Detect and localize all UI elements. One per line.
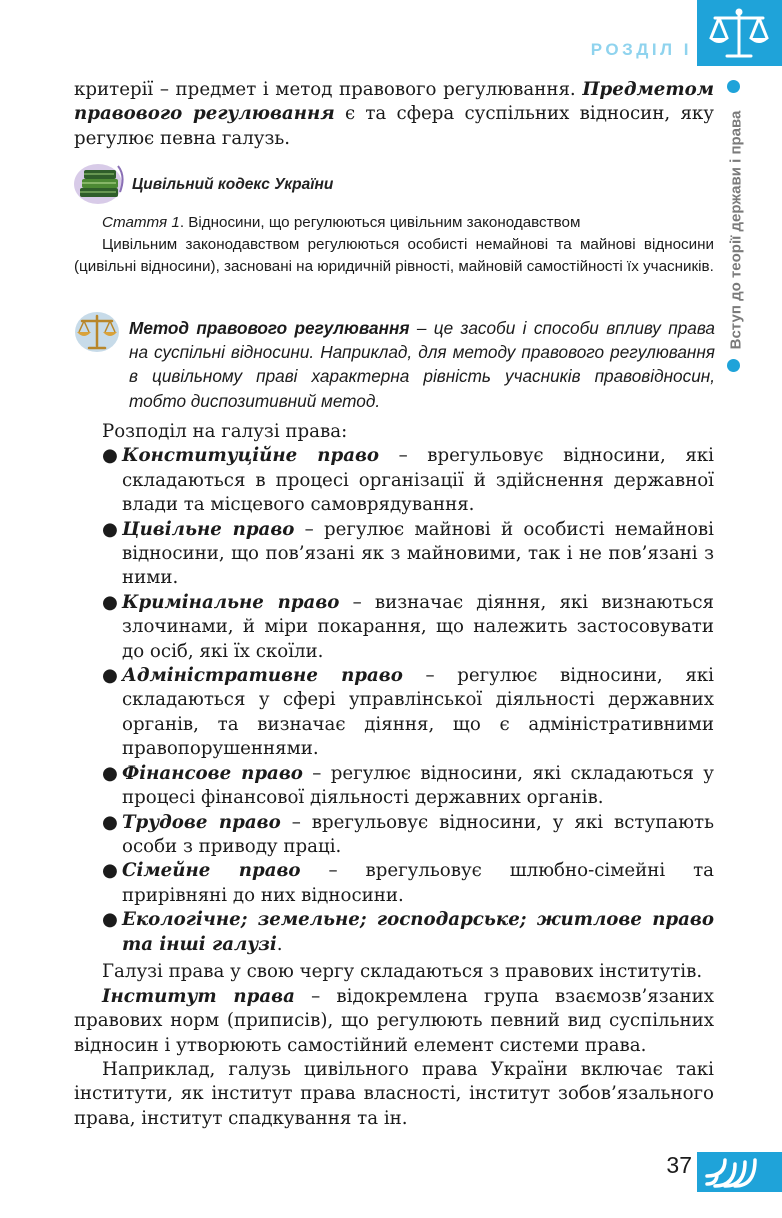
list-item bbox=[102, 762, 714, 811]
branch-description: – регулює майнові й особисті немайнові відносини, що пов’язані як з майновими, так і не пов’язані з ними. bbox=[122, 518, 714, 589]
branch-description: – врегульовує шлюбно-сімейні та прирівняні до них відносини. bbox=[122, 860, 715, 906]
signal-waves-icon bbox=[703, 1156, 763, 1188]
method-text: – це засоби і способи впливу права на суспільні відносини. Наприклад, для методу правового регулювання в цивільному праві характерна рівність учасників правовідносин, тобто диспозитивний метод. bbox=[129, 318, 715, 411]
codex-article-heading bbox=[74, 212, 714, 234]
branch-description: – регулює відносини, які складаються у процесі фінансової діяльності державних органів. bbox=[122, 762, 714, 809]
closing-paragraph-3: Наприклад, галузь цивільного права України включає такі інститути, як інститут права власності, інститут зобов’язального права, інститут спадкування та ін. bbox=[74, 1059, 714, 1129]
side-dot-top bbox=[727, 80, 740, 93]
institute-text: – відокремлена група взаємозв’язаних правових норм (приписів), що регулюють певний вид суспільних відносин і утворюють самостійний елемент системи права. bbox=[74, 986, 714, 1056]
list-item bbox=[102, 591, 714, 664]
method-definition bbox=[129, 316, 715, 413]
bullet-icon: ● bbox=[102, 762, 118, 784]
list-item bbox=[102, 518, 714, 591]
institute-term: Інститут права bbox=[102, 986, 295, 1007]
side-band-title: Вступ до теорії держави і права bbox=[727, 110, 745, 350]
list-item bbox=[102, 664, 714, 762]
branch-term: Кримінальне право bbox=[122, 591, 340, 613]
branch-term: Трудове право bbox=[122, 811, 281, 833]
branch-description: – врегульовує відносини, у які вступають особи з приводу праці. bbox=[122, 811, 714, 857]
list-item bbox=[102, 811, 714, 860]
branch-term: Сімейне право bbox=[122, 860, 301, 882]
branch-term: Цивільне право bbox=[122, 518, 295, 540]
branch-term: Фінансове право bbox=[122, 762, 303, 784]
closing-paragraph-2 bbox=[74, 985, 714, 1058]
codex-title: Цивільний кодекс України bbox=[132, 176, 334, 193]
header-badge bbox=[697, 0, 782, 66]
intro-term: Предметом правового регулювання bbox=[74, 79, 714, 125]
list-item bbox=[102, 444, 714, 517]
footer-badge bbox=[697, 1152, 782, 1192]
bullet-icon: ● bbox=[102, 518, 118, 540]
branch-term: Екологічне; земельне; господарське; житлове право та інші галузі bbox=[122, 909, 714, 955]
closing-paragraph-1: Галузі права у свою чергу складаються з правових інститутів. bbox=[102, 961, 703, 982]
branches-list bbox=[102, 420, 714, 957]
branch-description: . bbox=[276, 933, 283, 955]
intro-text-2: є та сфера суспільних відносин, яку регулює певна галузь. bbox=[74, 103, 714, 149]
bullet-icon: ● bbox=[102, 909, 118, 931]
list-item bbox=[102, 908, 714, 957]
intro-text-1: критерії – предмет і метод правового регулювання. bbox=[74, 79, 583, 100]
bullet-icon: ● bbox=[102, 445, 118, 467]
codex-excerpt bbox=[74, 212, 714, 279]
branch-description: – регулює відносини, які складаються у сфері управлінської діяльності державних органів, та визначає діяння, що є адміністративними правопорушеннями. bbox=[122, 665, 714, 760]
scales-icon bbox=[74, 310, 120, 358]
branches-intro: Розподіл на галузі права: bbox=[102, 421, 348, 442]
bullet-icon: ● bbox=[102, 591, 118, 613]
list-item bbox=[102, 859, 714, 908]
method-term: Метод правового регулювання bbox=[129, 318, 410, 338]
bullet-icon: ● bbox=[102, 665, 118, 687]
bullet-icon: ● bbox=[102, 811, 118, 833]
section-label: РОЗДІЛ І bbox=[590, 40, 692, 59]
scales-icon bbox=[705, 6, 773, 62]
books-icon bbox=[74, 162, 126, 210]
branch-term: Адміністративне право bbox=[122, 665, 403, 687]
codex-article-body: Цивільним законодавством регулюються особисті немайнові та майнові відносини (цивільні відносини), засновані на юридичній рівності, майновій самостійності їх учасників. bbox=[74, 236, 714, 276]
side-dot-bottom bbox=[727, 359, 740, 372]
page-number: 37 bbox=[666, 1152, 692, 1178]
branch-description: – врегульовує відносини, які складаються в процесі організації й здійснення державної влади та місцевого самоврядування. bbox=[122, 445, 714, 516]
codex-article-label: Стаття 1 bbox=[102, 214, 180, 231]
branch-term: Конституційне право bbox=[122, 445, 380, 467]
codex-article-title: . Відносини, що регулюються цивільним законодавством bbox=[179, 214, 581, 231]
bullet-icon: ● bbox=[102, 860, 118, 882]
branch-description: – визначає діяння, які визнаються злочинами, й міри покарання, що належить застосовувати до осіб, які їх скоїли. bbox=[122, 591, 714, 662]
intro-paragraph bbox=[74, 78, 714, 151]
